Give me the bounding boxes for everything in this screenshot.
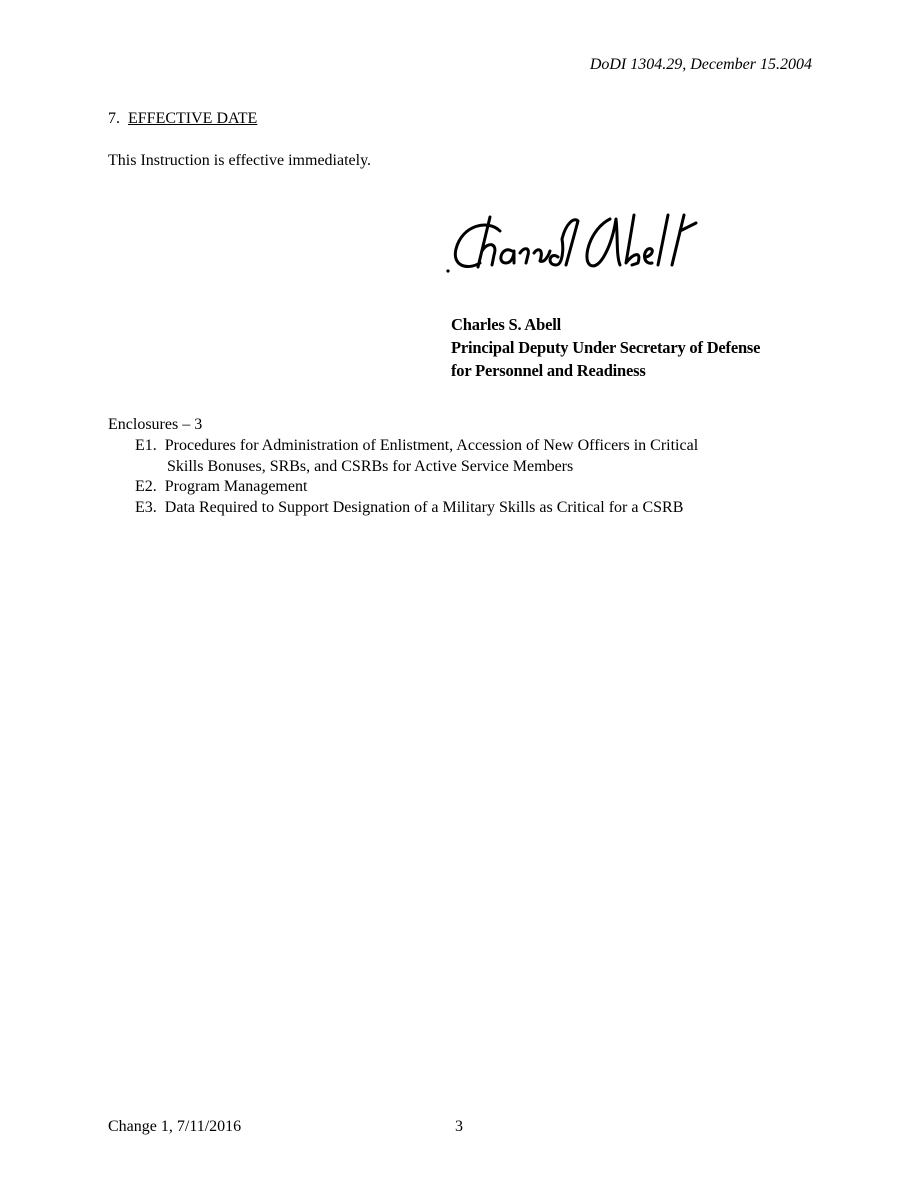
enclosure-text-continued: Skills Bonuses, SRBs, and CSRBs for Active Service Members (167, 457, 574, 475)
section-number: 7. (108, 110, 120, 127)
section-heading (108, 109, 257, 130)
enclosure-item-e2 (108, 477, 698, 498)
signature-block (451, 313, 760, 382)
enclosure-text: Program Management (164, 478, 308, 496)
footer-change-note: Change 1, 7/11/2016 (108, 1118, 242, 1135)
enclosure-item-e3 (108, 498, 698, 519)
signer-title-line2: for Personnel and Readiness (451, 361, 646, 380)
signer-title-line1: Principal Deputy Under Secretary of Defense (451, 338, 761, 357)
section-body: This Instruction is effective immediately. (108, 152, 372, 169)
signer-name: Charles S. Abell (451, 315, 562, 334)
enclosure-item-e1 (108, 436, 698, 478)
enclosure-id: E1. (135, 436, 157, 454)
enclosure-id: E2. (135, 478, 157, 496)
enclosures-heading: Enclosures – 3 (108, 416, 203, 433)
enclosure-id: E3. (135, 499, 157, 517)
section-title: EFFECTIVE DATE (128, 110, 258, 127)
handwritten-signature (440, 205, 700, 285)
enclosures-list (108, 415, 698, 519)
enclosure-text: Data Required to Support Designation of a Military Skills as Critical for a CSRB (164, 499, 684, 517)
enclosure-text: Procedures for Administration of Enlistment, Accession of New Officers in Critical (164, 436, 699, 454)
document-reference: DoDI 1304.29, December 15.2004 (589, 56, 812, 73)
page-number: 3 (455, 1118, 463, 1135)
